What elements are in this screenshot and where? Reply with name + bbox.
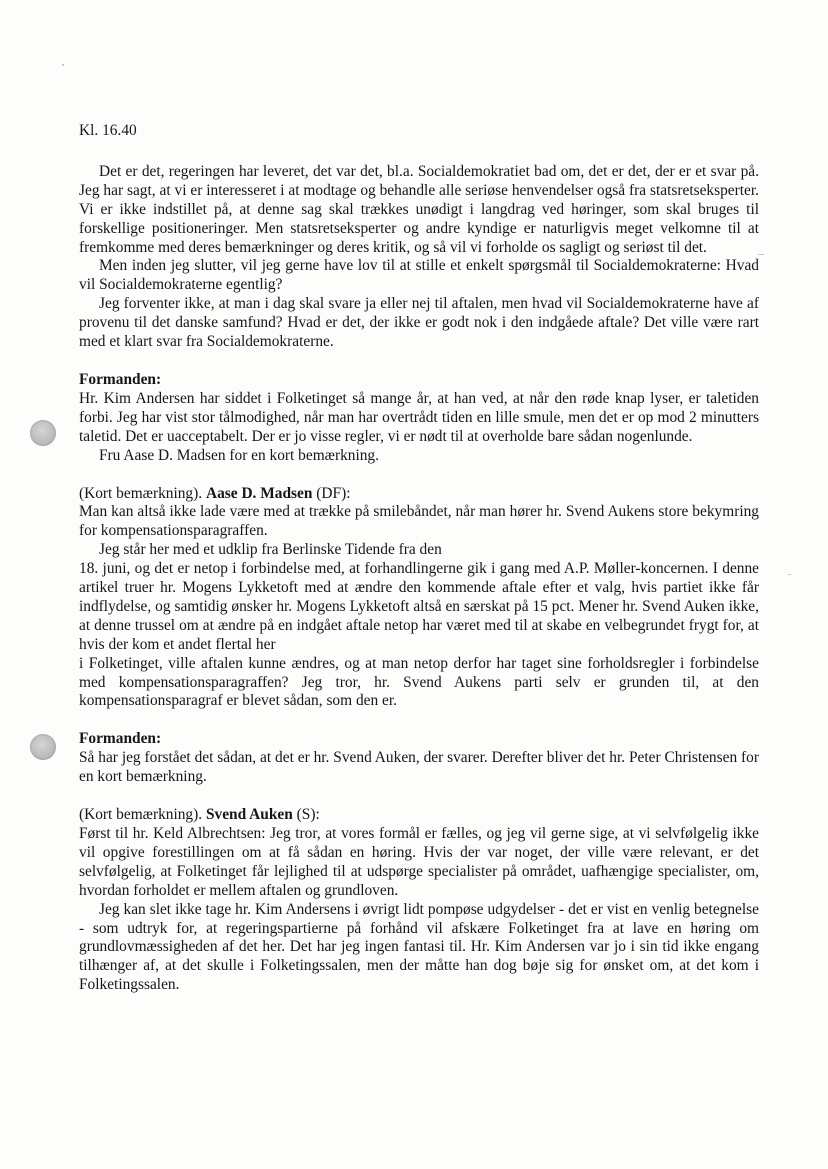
scan-speck [788,574,791,575]
paragraph: Hr. Kim Andersen har siddet i Folketinget så mange år, at han ved, at når den røde knap lyser, er taletiden forbi. Jeg har vist stor tålmodighed, når man har overtrådt tiden en lille smule, men det er op mod 2 minutters taletid. Det er uacceptabelt. Der er jo visse regler, vi er nødt til at overholde bare sådan nogenlunde. [79,389,759,445]
speaker-line [79,485,759,504]
party: (DF): [316,484,351,502]
timestamp: Kl. 16.40 [79,122,137,139]
speaker-line [79,806,759,825]
paragraph: Men inden jeg slutter, vil jeg gerne have lov til at stille et enkelt spørgsmål til Socialdemokraterne: Hvad vil Socialdemokraterne egentlig? [79,257,759,294]
spacer [79,711,759,730]
paragraph: i Folketinget, ville aftalen kunne ændres, og at man netop derfor har taget sine forholdsregler i forbindelse med kompensationsparagraffen? Jeg tror, hr. Svend Aukens parti selv er grunden til, at den kompensationsparagraf er blevet sådan, som den er. [79,654,759,710]
remark-prefix: (Kort bemærkning). [79,484,203,502]
punch-hole [30,734,56,760]
paragraph: Det er det, regeringen har leveret, det var det, bl.a. Socialdemokratiet bad om, det er det, der er et svar på. Jeg har sagt, at vi er interesseret i at modtage og behandle alle seriøse henvendelser også fra statsretseksperter. Vi er ikke indstillet på, at denne sag skal trækkes unødigt i langdrag ved høringer, som skal bruges til forskellige positioneringer. Men statsretseksperter og andre kyndige er naturligvis meget velkomne til at fremkomme med deres bemærkninger og deres kritik, og så vil vi forholde os sagligt og seriøst til det. [79,162,759,256]
spacer [79,352,759,371]
document-body [79,122,759,995]
paragraph: Først til hr. Keld Albrechtsen: Jeg tror, at vores formål er fælles, og jeg vil gerne sige, at vi selvfølgelig ikke vil opgive forestillingen om at få sådan en høring. Hvis der var noget, der ville være relevant, er det selvfølgelig, at Folketinget får lejlighed til at udspørge specialister på området, uafhængige specialister, om, hvordan forholdet er mellem aftalen og grundloven. [79,825,759,899]
speaker-name: Svend Auken [205,806,293,824]
speaker-heading: Formanden: [79,730,162,748]
spacer [79,466,759,485]
paragraph: Fru Aase D. Madsen for en kort bemærkning. [99,446,379,464]
paragraph: Jeg kan slet ikke tage hr. Kim Andersens i øvrigt lidt pompøse udgydelser - det er vist en venlig betegnelse - som udtryk for, at regeringspartierne på forhånd vil afskære Folketinget fra at lave en høring om grundlovmæssigheden af det her. Det har jeg ingen fantasi til. Hr. Kim Andersen var jo i sin tid ikke engang tilhænger af, at det skulle i Folketingssalen, men der måtte han dog bøje sig for ønsket om, at det kom i Folketingssalen. [79,900,759,994]
spacer [79,787,759,806]
scan-speck [62,64,64,66]
paragraph: Så har jeg forstået det sådan, at det er hr. Svend Auken, der svarer. Derefter bliver det hr. Peter Christensen for en kort bemærkning. [79,749,759,786]
paragraph: Man kan altså ikke lade være med at trække på smilebåndet, når man hører hr. Svend Aukens store bekymring for kompensationsparagraffen. [79,503,759,540]
paragraph-line: Jeg står her med et udklip fra Berlinske Tidende fra den [99,541,442,559]
party: (S): [296,806,320,824]
paragraph: Jeg forventer ikke, at man i dag skal svare ja eller nej til aftalen, men hvad vil Socialdemokraterne have af provenu til det danske samfund? Hvad er det, der ikke er godt nok i den indgåede aftale? Det ville være rart med et klart svar fra Socialdemokraterne. [79,295,759,351]
speaker-heading: Formanden: [79,370,162,388]
speaker-name: Aase D. Madsen [205,484,313,502]
remark-prefix: (Kort bemærkning). [79,806,203,824]
paragraph: 18. juni, og det er netop i forbindelse med, at forhandlingerne gik i gang med A.P. Møller-koncernen. I denne artikel truer hr. Mogens Lykketoft med at ændre den kommende aftale efter et valg, hvis partiet ikke får indflydelse, og samtidig ønsker hr. Mogens Lykketoft altså en særskat på 15 pct. Mener hr. Svend Auken ikke, at denne trussel om at ændre på en indgået aftale netop har været med til at skabe en velbegrundet frygt for, at hvis der kom et andet flertal her [79,560,759,653]
punch-hole [30,420,56,446]
